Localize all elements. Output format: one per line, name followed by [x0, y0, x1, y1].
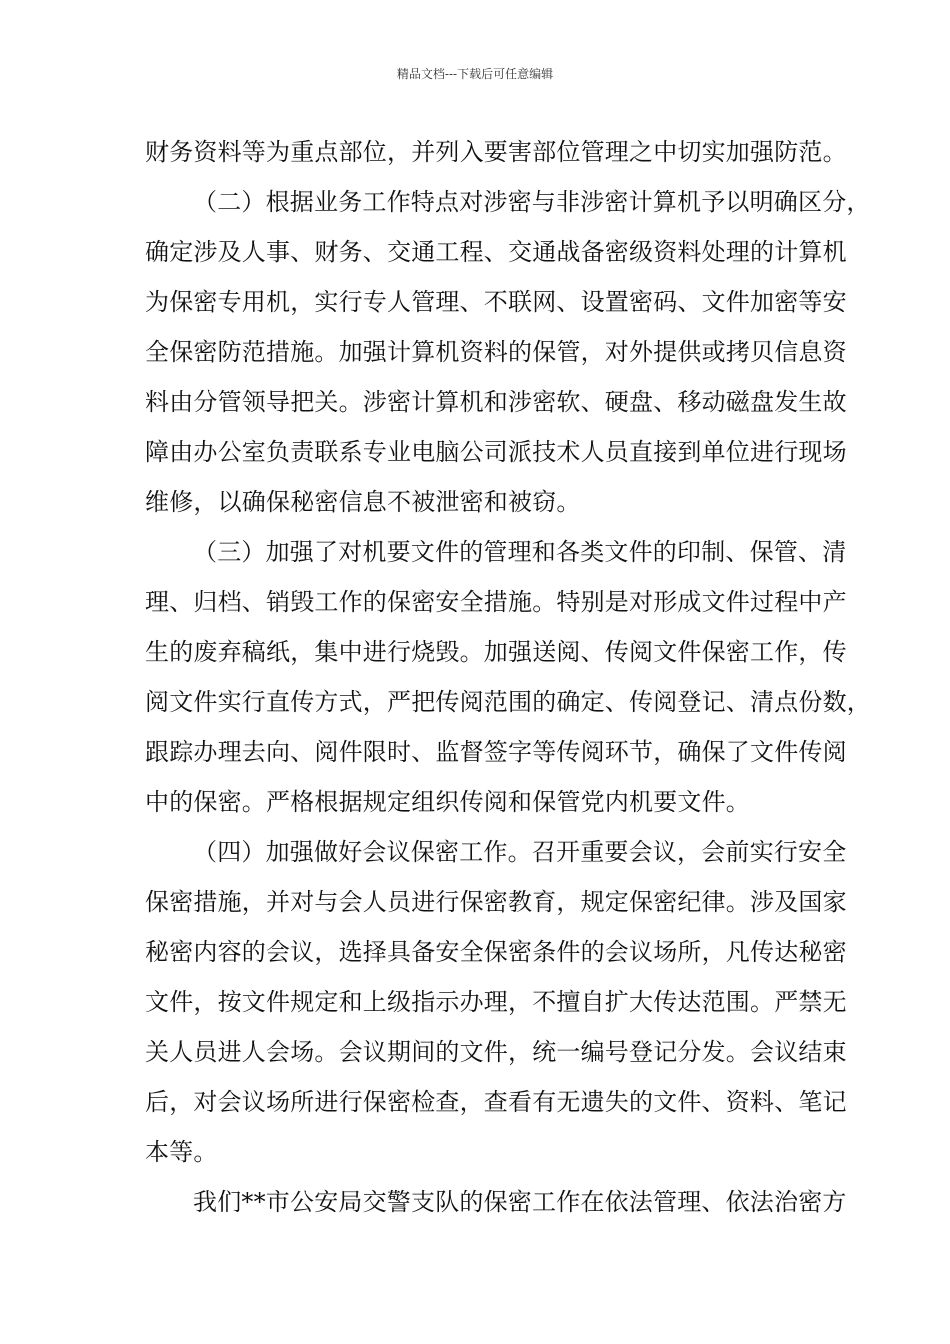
- text-line: 关人员进人会场。会议期间的文件，统一编号登记分发。会议结束: [145, 1038, 847, 1066]
- text-line: （四）加强做好会议保密工作。召开重要会议，会前实行安全: [193, 838, 847, 866]
- text-line: 料由分管领导把关。涉密计算机和涉密软、硬盘、移动磁盘发生故: [145, 388, 847, 416]
- text-line: 保密措施，并对与会人员进行保密教育，规定保密纪律。涉及国家: [145, 888, 847, 916]
- text-line: 文件，按文件规定和上级指示办理，不擅自扩大传达范围。严禁无: [145, 988, 847, 1016]
- text-line: 本等。: [145, 1138, 218, 1166]
- text-line: 维修，以确保秘密信息不被泄密和被窃。: [145, 488, 581, 516]
- text-line: 阅文件实行直传方式，严把传阅范围的确定、传阅登记、清点份数，: [145, 688, 871, 716]
- text-line: 全保密防范措施。加强计算机资料的保管，对外提供或拷贝信息资: [145, 338, 847, 366]
- text-line: 确定涉及人事、财务、交通工程、交通战备密级资料处理的计算机: [145, 238, 847, 266]
- text-line: 中的保密。严格根据规定组织传阅和保管党内机要文件。: [145, 788, 750, 816]
- text-line: 后，对会议场所进行保密检查，查看有无遗失的文件、资料、笔记: [145, 1088, 847, 1116]
- text-line: 秘密内容的会议，选择具备安全保密条件的会议场所，凡传达秘密: [145, 938, 847, 966]
- text-line: （三）加强了对机要文件的管理和各类文件的印制、保管、清: [193, 538, 847, 566]
- text-line: 障由办公室负责联系专业电脑公司派技术人员直接到单位进行现场: [145, 438, 847, 466]
- page-header: 精品文档---下载后可任意编辑: [396, 67, 554, 81]
- text-line: （二）根据业务工作特点对涉密与非涉密计算机予以明确区分，: [193, 188, 871, 216]
- text-line: 为保密专用机，实行专人管理、不联网、设置密码、文件加密等安: [145, 288, 847, 316]
- text-line: 理、归档、销毁工作的保密安全措施。特别是对形成文件过程中产: [145, 588, 847, 616]
- text-line: 跟踪办理去向、阅件限时、监督签字等传阅环节，确保了文件传阅: [145, 738, 847, 766]
- text-line: 我们**市公安局交警支队的保密工作在依法管理、依法治密方: [193, 1188, 847, 1216]
- text-line: 财务资料等为重点部位，并列入要害部位管理之中切实加强防范。: [145, 138, 847, 166]
- text-line: 生的废弃稿纸，集中进行烧毁。加强送阅、传阅文件保密工作，传: [145, 638, 847, 666]
- document-body: [145, 132, 871, 1232]
